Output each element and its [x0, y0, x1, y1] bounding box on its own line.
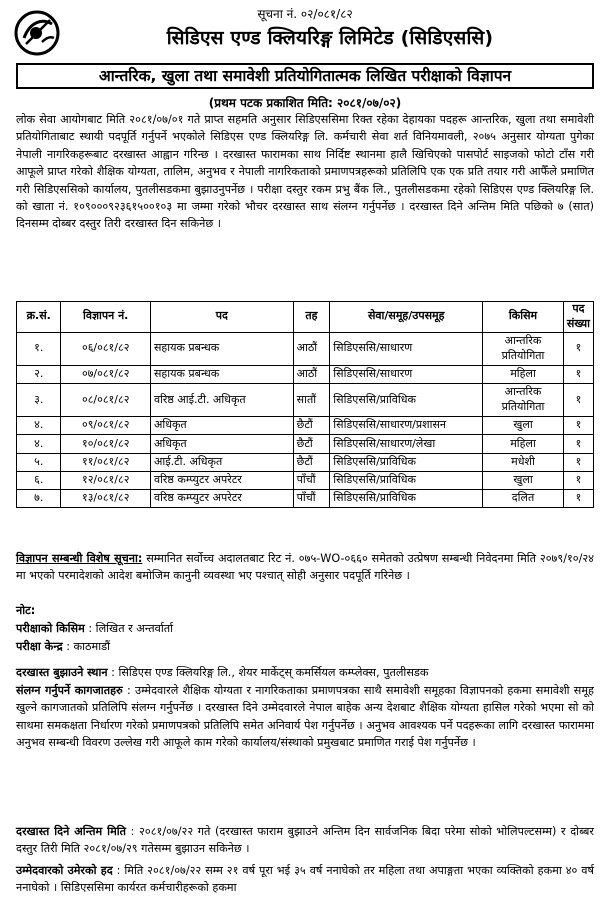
cell-count: १: [563, 490, 593, 508]
age-limit: [16, 862, 594, 897]
cell-sn: ५.: [17, 453, 61, 471]
org-name: सिडिएस एण्ड क्लियरिङ्ग लिमिटेड (सिडिएससि): [166, 27, 494, 49]
cell-post: वरिष्ठ आई.टी. अधिकृत: [150, 383, 293, 416]
cell-level: आठौं: [293, 365, 330, 383]
cell-type: आन्तरिक प्रतियोगिता: [483, 332, 564, 365]
age-limit-value: : मिति २०८१/०७/२२ सम्म २१ वर्ष पूरा भई ३५ वर्ष ननाघेको तर महिला तथा अपाङ्गता भएका व्यक्तिको हकमा ४० वर्ष ननाघेको । सिडिएससिमा कार्यरत कर्मचारीहरूको हकमा: [16, 864, 594, 895]
cell-ad-no: १३/०८१/८२: [61, 490, 151, 508]
cell-post: वरिष्ठ कम्प्युटर अपरेटर: [150, 471, 293, 489]
cell-count: १: [563, 383, 593, 416]
cell-service: सिडिएससि/प्राविधिक: [330, 490, 483, 508]
cell-level: आठौं: [293, 332, 330, 365]
table-header-row: [17, 302, 594, 333]
cell-type: आन्तरिक प्रतियोगिता: [483, 383, 564, 416]
cell-sn: ६.: [17, 471, 61, 489]
cell-ad-no: १२/०८१/८२: [61, 471, 151, 489]
cell-ad-no: ११/०८१/८२: [61, 453, 151, 471]
cell-service: सिडिएससि/साधारण/लेखा: [330, 435, 483, 453]
cell-service: सिडिएससि/प्राविधिक: [330, 383, 483, 416]
deadline: [16, 823, 594, 858]
documents-required: [16, 682, 594, 752]
cell-post: आई.टी. अधिकृत: [150, 453, 293, 471]
cell-level: पाँचौं: [293, 490, 330, 508]
cell-ad-no: ०७/०८१/८२: [61, 365, 151, 383]
cell-type: खुला: [483, 416, 564, 434]
cell-service: सिडिएससि/साधारण/प्रशासन: [330, 416, 483, 434]
table-row: [17, 471, 594, 489]
col-sn: क्र.सं.: [17, 302, 61, 333]
cell-type: दलित: [483, 490, 564, 508]
deadline-value: : २०८१/०७/२२ गते (दरखास्त फाराम बुझाउने अन्तिम दिन सार्वजनिक बिदा परेमा सोको भोलिपल्टसम्म) र दोब्बर दस्तुर तिरी मिति २०८१/०७/२९ गतेसम्म बुझाउन सकिनेछ ।: [16, 825, 594, 856]
cell-level: छैटौं: [293, 453, 330, 471]
cell-sn: ४.: [17, 416, 61, 434]
exam-type: [16, 620, 594, 637]
published-date: (प्रथम पटक प्रकाशित मिति: २०८१/०७/०२): [208, 96, 402, 110]
cell-service: सिडिएससि/प्राविधिक: [330, 471, 483, 489]
notice-title: आन्तरिक, खुला तथा समावेशी प्रतियोगितात्मक लिखित परीक्षाको विज्ञापन: [16, 63, 594, 89]
col-count: पद संख्या: [563, 302, 593, 333]
table-row: [17, 365, 594, 383]
cell-sn: ७.: [17, 490, 61, 508]
cell-service: सिडिएससि/साधारण: [330, 365, 483, 383]
age-limit-label: उम्मेदवारको उमेरको हद: [16, 864, 113, 877]
cell-count: १: [563, 453, 593, 471]
submit-place-label: दरखास्त बुझाउने स्थान: [16, 666, 108, 679]
table-row: [17, 435, 594, 453]
cds-logo-icon: [12, 8, 62, 58]
col-ad-no: विज्ञापन नं.: [61, 302, 151, 333]
special-notice-text: सम्मानित सर्वोच्च अदालतबाट रिट नं. ०७५-WO-०६६० समेतको उत्प्रेषण सम्बन्धी निवेदनमा मिति २०७९/१०/२४ मा भएको परमादेशको आदेश बमोजिम कानुनी व्यवस्था भए पश्चात् सोही अनुसार पदपूर्ति गरिनेछ ।: [16, 552, 594, 583]
cell-type: महिला: [483, 365, 564, 383]
exam-center-label: परीक्षा केन्द्र: [16, 640, 63, 653]
special-notice: [16, 550, 594, 585]
submit-place-value: : सिडिएस एण्ड क्लियरिङ्ग लि., शेयर मार्केट्स् कमर्सियल कम्प्लेक्स, पुतलीसडक: [111, 666, 429, 679]
cell-sn: ४.: [17, 435, 61, 453]
cell-count: १: [563, 332, 593, 365]
cell-post: सहायक प्रबन्धक: [150, 332, 293, 365]
table-row: [17, 416, 594, 434]
cell-type: मधेशी: [483, 453, 564, 471]
documents-value: : उम्मेदवारले शैक्षिक योग्यता र नागरिकताका प्रमाणपत्रका साथै समावेशी समूहका विज्ञापनको हकमा समावेशी समूह खुल्ने कागजातको प्रतिलिपि संलग्न गर्नुपर्नेछ । दरखास्त दिने उम्मेदवारले नेपाल बाहेक अन्य देशबाट शैक्षिक योग्यता हासिल गरेको भएमा सो को साथमा समकक्षता निर्धारण गरेको प्रमाणपत्रको प्रतिलिपि समेत अनिवार्य पेश गर्नुपर्नेछ । अनुभव आवश्यक पर्ने पदहरूका लागि दरखास्त फाराममा अनुभव सम्बन्धी विवरण उल्लेख गरी आफूले काम गरेको कार्यालय/संस्थाको प्रमुखबाट प्रमाणित गराई पेश गर्नुपर्नेछ ।: [16, 684, 594, 750]
cell-post: सहायक प्रबन्धक: [150, 365, 293, 383]
cell-level: पाँचौं: [293, 471, 330, 489]
cell-count: १: [563, 416, 593, 434]
col-service: सेवा/समूह/उपसमूह: [330, 302, 483, 333]
cell-type: खुला: [483, 471, 564, 489]
cell-service: सिडिएससि/प्राविधिक: [330, 453, 483, 471]
cell-ad-no: ०८/०८१/८२: [61, 383, 151, 416]
submit-place: [16, 664, 594, 681]
exam-type-value: : लिखित र अन्तर्वार्ता: [88, 622, 174, 635]
cell-sn: १.: [17, 332, 61, 365]
cell-sn: ३.: [17, 383, 61, 416]
table-row: [17, 332, 594, 365]
exam-type-label: परीक्षाको किसिम: [16, 622, 85, 635]
exam-center: [16, 638, 594, 655]
cell-sn: २.: [17, 365, 61, 383]
col-type: किसिम: [483, 302, 564, 333]
intro-paragraph: लोक सेवा आयोगबाट मिति २०८१/०७/०१ गते प्राप्त सहमति अनुसार सिडिएससिमा रिक्त रहेका देहायका पदहरू आन्तरिक, खुला तथा समावेशी प्रतियोगिताबाट स्थायी पदपूर्ति गर्नुपर्ने भएकोले सिडिएस एण्ड क्लियरिङ्ग लि. कर्मचारी सेवा शर्त विनियमावली, २०७५ अनुसार योग्यता पुगेका नेपाली नागरिकहरूबाट दरखास्त आह्वान गरिन्छ । दरखास्त फारामका साथ निर्दिष्ट स्थानमा हालै खिचिएको पासपोर्ट साइजको फोटो टाँस गरी आफूले प्राप्त गरेको शैक्षिक योग्यता, तालिम, अनुभव र नेपाली नागरिकताको प्रमाणपत्रहरूको प्रतिलिपि एक एक प्रति तयार गरी आफैँले प्रमाणित गरी सिडिएससिको कार्यालय, पुतलीसडकमा बुझाउनुपर्नेछ । परीक्षा दस्तुर रकम प्रभु बैंक लि., पुतलीसडकमा रहेको सिडिएस एण्ड क्लियरिङ्ग लि. को खाता नं. १०९०००९२३६१५००१०३ मा जम्मा गरेको भौचर दरखास्त साथ संलग्न गर्नुपर्नेछ । दरखास्त दिने अन्तिम मिति पछिको ७ (सात) दिनसम्म दोब्बर दस्तुर तिरी दरखास्त दिन सकिनेछ ।: [16, 113, 594, 231]
col-level: तह: [293, 302, 330, 333]
cell-level: छैटौं: [293, 416, 330, 434]
deadline-label: दरखास्त दिने अन्तिम मिति: [16, 825, 127, 838]
cell-post: वरिष्ठ कम्प्युटर अपरेटर: [150, 490, 293, 508]
table-row: [17, 490, 594, 508]
cell-count: १: [563, 365, 593, 383]
col-post: पद: [150, 302, 293, 333]
cell-count: १: [563, 471, 593, 489]
table-row: [17, 453, 594, 471]
note-label: नोट:: [16, 604, 36, 617]
cell-ad-no: १०/०८१/८२: [61, 435, 151, 453]
notice-number: सूचना नं. ०२/०८१/८२: [257, 7, 353, 21]
cell-level: सातौं: [293, 383, 330, 416]
cell-ad-no: ०६/०८१/८२: [61, 332, 151, 365]
cell-post: अधिकृत: [150, 435, 293, 453]
cell-type: महिला: [483, 435, 564, 453]
table-row: [17, 383, 594, 416]
cell-post: अधिकृत: [150, 416, 293, 434]
cell-count: १: [563, 435, 593, 453]
special-notice-label: विज्ञापन सम्बन्धी विशेष सूचना:: [16, 552, 143, 565]
exam-center-value: : काठमाडौं: [66, 640, 110, 653]
cell-service: सिडिएससि/साधारण: [330, 332, 483, 365]
documents-label: संलग्न गर्नुपर्ने कागजातहरु: [16, 684, 123, 697]
cell-level: छैटौं: [293, 435, 330, 453]
cell-ad-no: ०९/०८१/८२: [61, 416, 151, 434]
vacancy-table: [16, 301, 594, 508]
